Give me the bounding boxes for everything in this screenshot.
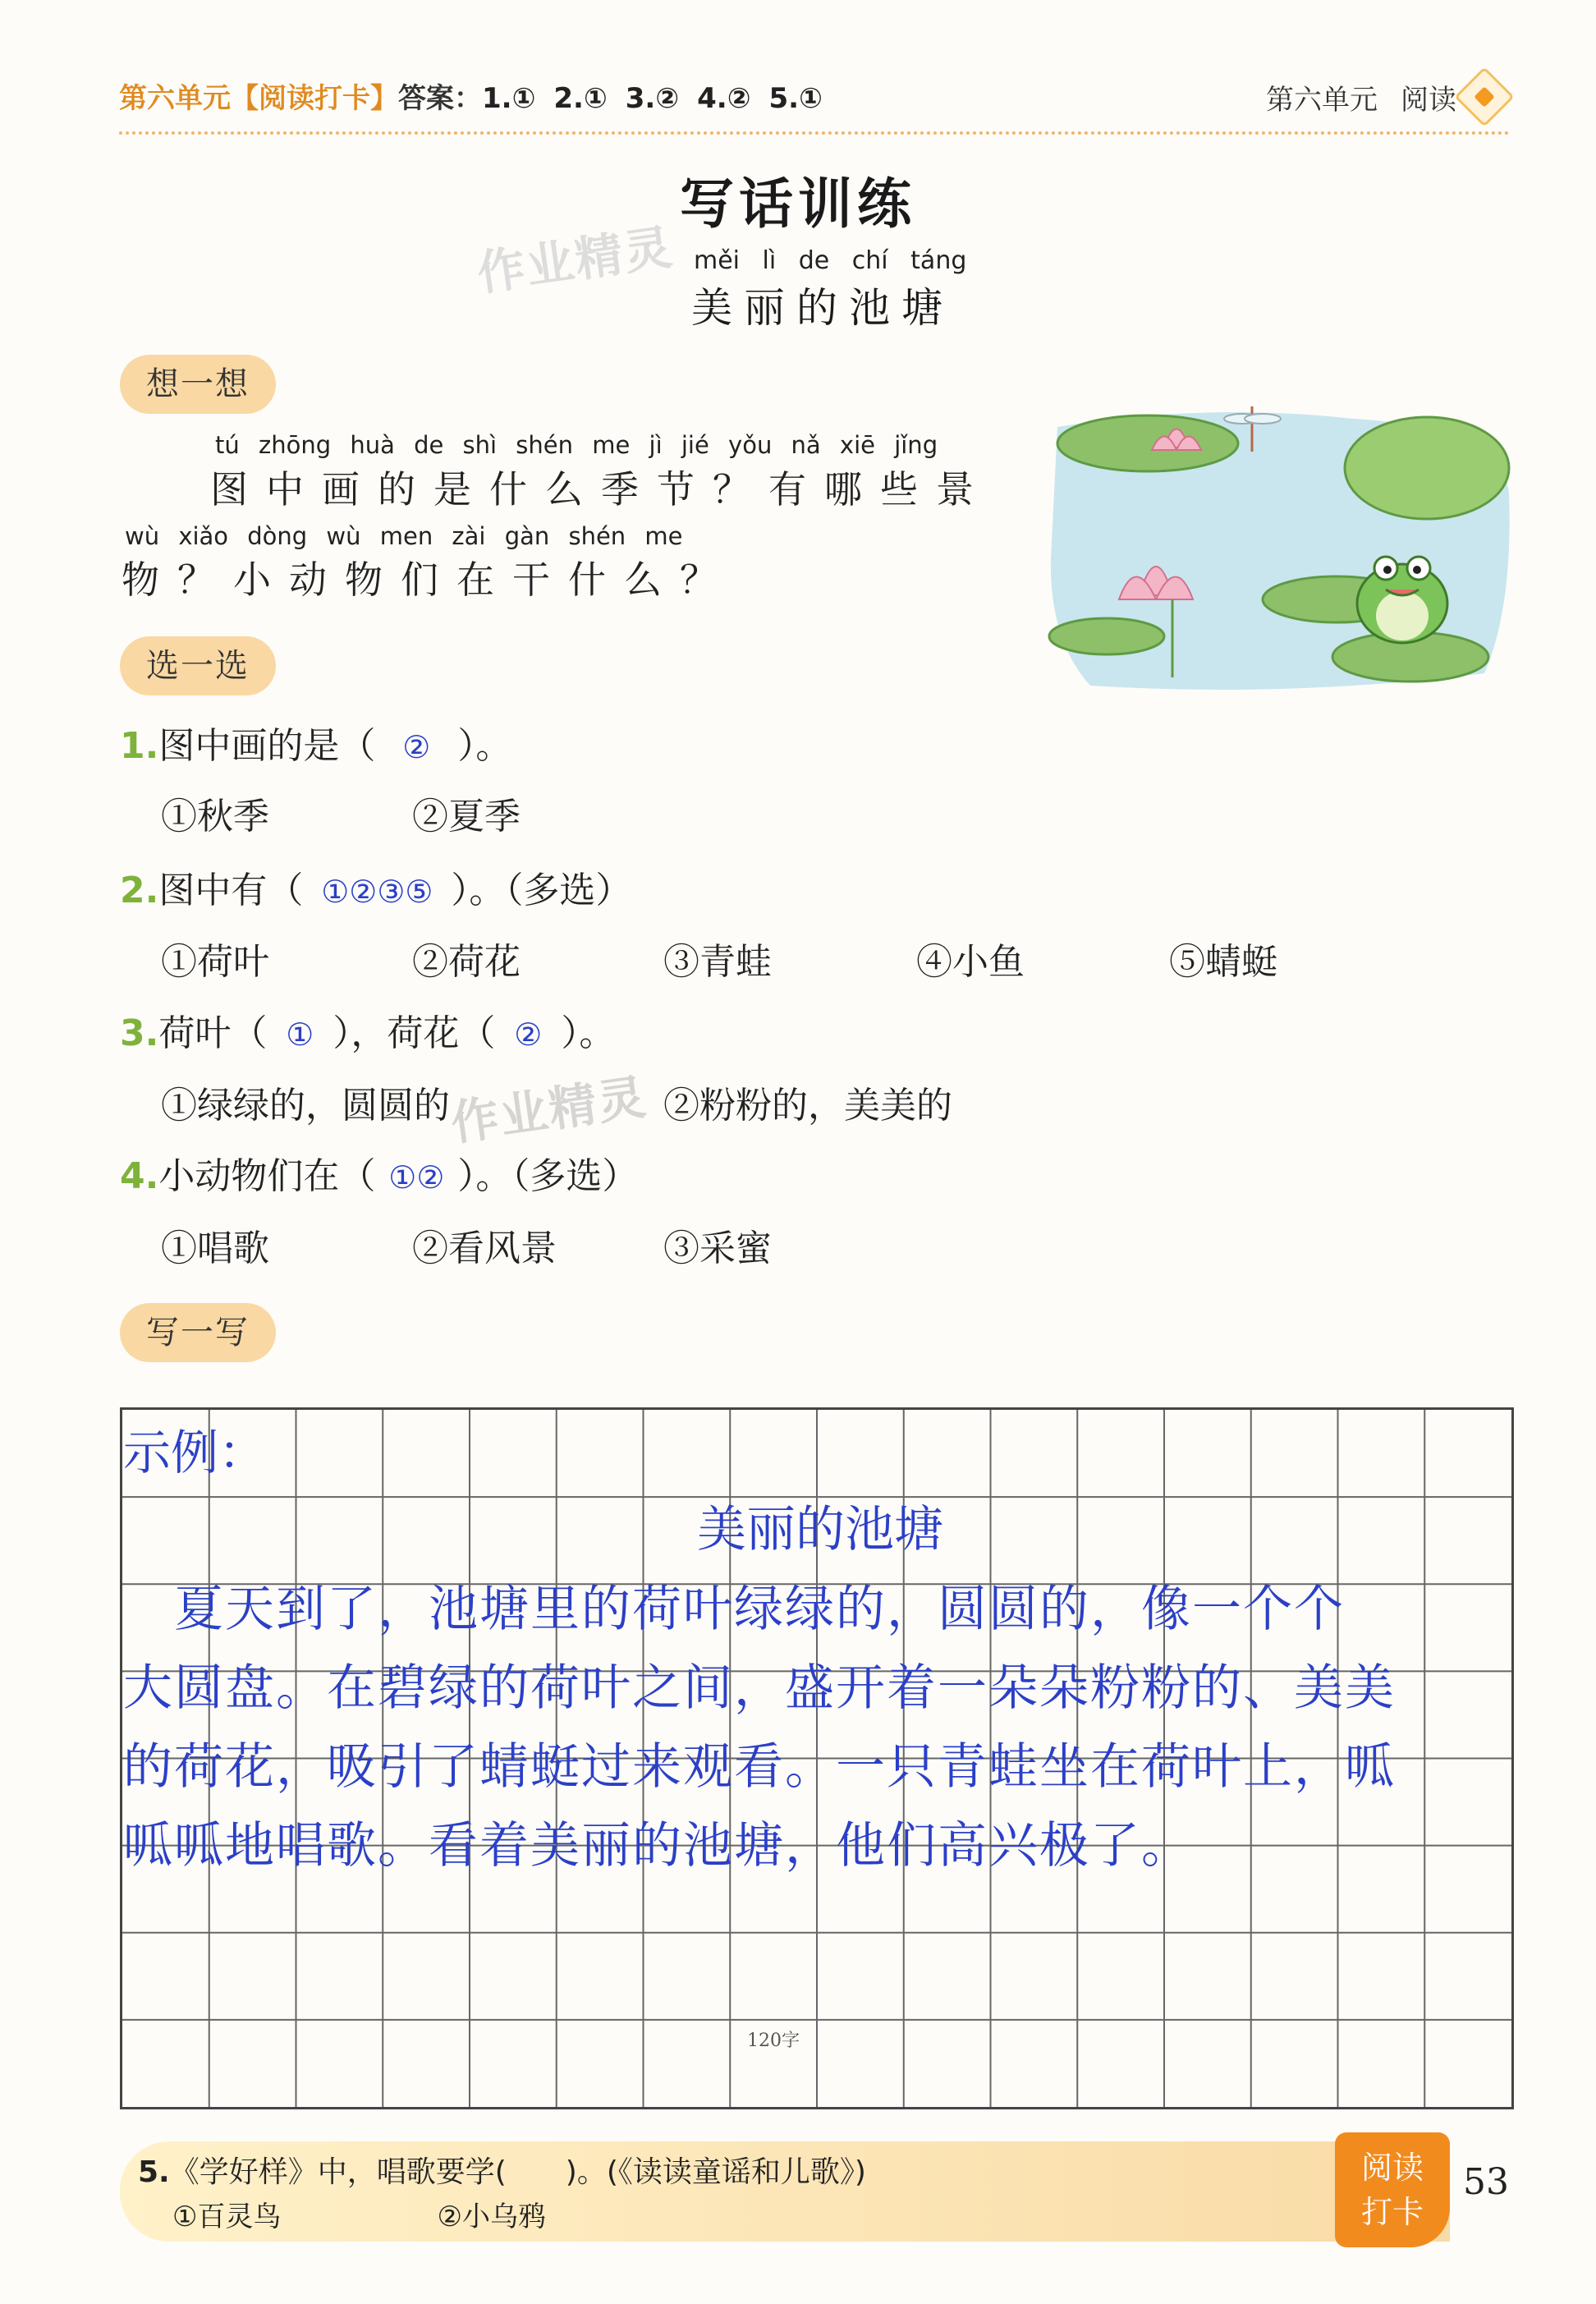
think-tag: 想一想 xyxy=(120,355,276,414)
question-text: 小动物们在（ xyxy=(158,1155,376,1197)
header-answers xyxy=(119,76,823,116)
diamond-icon xyxy=(1454,67,1515,127)
footer-options xyxy=(172,2194,546,2234)
option: ②荷花 xyxy=(412,941,521,983)
think-line2-text: 物？小动物们在干什么？ xyxy=(122,558,736,602)
option: ②粉粉的，美美的 xyxy=(663,1085,952,1127)
question-text: 荷叶（ xyxy=(158,1012,268,1054)
answer-field[interactable]: ①② xyxy=(388,1159,445,1196)
header-unit: 第六单元 xyxy=(1266,84,1378,117)
option: ②看风景 xyxy=(412,1228,557,1269)
think-line1-text: 图中画的是什么季节？有哪些景 xyxy=(210,467,992,512)
question-2 xyxy=(120,861,631,913)
header-right xyxy=(1266,77,1456,117)
option: ⑤蜻蜓 xyxy=(1169,941,1277,983)
question-number: 3. xyxy=(120,1012,159,1054)
answer-field[interactable]: ①②③⑤ xyxy=(321,874,433,910)
answer-4: 4.② xyxy=(697,82,751,115)
footer-option: ②小乌鸦 xyxy=(437,2201,546,2233)
subtitle: 美丽的池塘 xyxy=(691,284,954,332)
footer-question-number: 5. xyxy=(138,2155,170,2189)
answer-field[interactable]: ② xyxy=(402,729,431,765)
footer-question-text: 《学好样》中，唱歌要学( )。(《读读童谣和儿歌》) xyxy=(169,2155,866,2189)
write-tag: 写一写 xyxy=(120,1303,276,1362)
example-label: 示例： xyxy=(123,1425,267,1480)
question-text: 图中有（ xyxy=(158,870,304,911)
option: ③青蛙 xyxy=(663,941,772,983)
question-number: 2. xyxy=(120,870,159,911)
question-text-after: ）。（多选） xyxy=(451,870,632,911)
answer-field[interactable]: ① xyxy=(286,1017,314,1053)
question-text-middle: ），荷花（ xyxy=(332,1012,496,1054)
watermark: 作业精灵 xyxy=(474,218,677,302)
answer-3: 3.② xyxy=(625,82,680,115)
answer-label: 答案： xyxy=(398,82,482,115)
subtitle-pinyin: měi lì de chí táng xyxy=(694,246,967,275)
badge-line: 打卡 xyxy=(1360,2194,1424,2230)
question-text-after: ）。（多选） xyxy=(457,1155,639,1197)
essay-line: 的荷花，吸引了蜻蜓过来观看。一只青蛙坐在荷叶上，呱 xyxy=(123,1738,1396,1796)
page-number: 53 xyxy=(1463,2161,1509,2203)
page-title: 写话训练 xyxy=(680,172,916,236)
footer-option: ①百灵鸟 xyxy=(172,2201,282,2233)
word-count-marker: 120字 xyxy=(747,2031,800,2051)
answer-2: 2.① xyxy=(553,82,608,115)
option: ①秋季 xyxy=(161,796,269,838)
essay-line: 呱呱地唱歌。看着美丽的池塘，他们高兴极了。 xyxy=(123,1817,1192,1875)
header-section: 阅读 xyxy=(1401,84,1456,117)
essay-line: 夏天到了，池塘里的荷叶绿绿的，圆圆的，像一个个 xyxy=(123,1581,1345,1638)
question-text-after: ）。 xyxy=(457,725,512,767)
think-line2-pinyin: wù xiǎo dòng wù men zài gàn shén me xyxy=(125,522,683,550)
answer-1: 1.① xyxy=(482,82,536,115)
option: ④小鱼 xyxy=(916,941,1025,983)
essay-title: 美丽的池塘 xyxy=(697,1501,943,1558)
reading-checkin-badge xyxy=(1335,2132,1450,2247)
option: ②夏季 xyxy=(412,796,521,838)
option: ③采蜜 xyxy=(663,1228,772,1269)
choose-tag: 选一选 xyxy=(120,636,276,695)
option: ①绿绿的，圆圆的 xyxy=(161,1085,450,1127)
question-4 xyxy=(120,1146,638,1199)
question-number: 1. xyxy=(120,725,159,767)
header-divider xyxy=(119,131,1510,135)
think-line1-pinyin: tú zhōng huà de shì shén me jì jié yǒu nǎ xiē jǐng xyxy=(215,431,938,459)
essay-line: 大圆盘。在碧绿的荷叶之间，盛开着一朵朵粉粉的、美美 xyxy=(123,1659,1396,1717)
question-3 xyxy=(120,1003,615,1056)
badge-line: 阅读 xyxy=(1360,2150,1424,2186)
pond-illustration xyxy=(1041,394,1517,698)
watermark: 作业精灵 xyxy=(447,1068,651,1152)
option: ①唱歌 xyxy=(161,1228,269,1269)
question-1 xyxy=(120,716,511,769)
answer-field-2[interactable]: ② xyxy=(514,1017,543,1053)
question-text-after: ）。 xyxy=(561,1012,616,1054)
question-number: 4. xyxy=(120,1155,159,1197)
option: ①荷叶 xyxy=(161,941,269,983)
footer-question xyxy=(138,2149,866,2191)
header-unit-label: 第六单元【阅读打卡】 xyxy=(119,82,398,115)
question-text: 图中画的是（ xyxy=(158,725,376,767)
answer-5: 5.① xyxy=(768,82,823,115)
